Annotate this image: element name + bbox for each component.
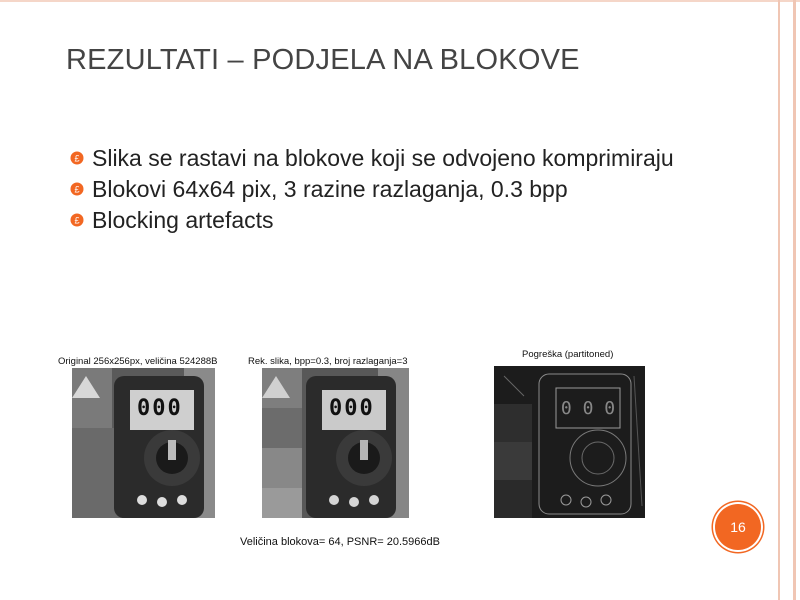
frame-right-line-inner bbox=[778, 0, 780, 600]
caption-error: Pogreška (partitoned) bbox=[522, 349, 614, 360]
figure-footer-caption: Veličina blokova= 64, PSNR= 20.5966dB bbox=[240, 536, 440, 548]
bullet-item bbox=[68, 174, 708, 205]
display-readout: 000 bbox=[137, 396, 183, 421]
error-edges-illustration bbox=[494, 366, 645, 518]
bullet-text: Blocking artefacts bbox=[92, 207, 274, 233]
svg-text:£: £ bbox=[74, 184, 80, 195]
frame-top-border bbox=[0, 0, 800, 2]
multimeter-illustration bbox=[72, 368, 215, 518]
page-number-badge: 16 bbox=[715, 504, 761, 550]
bullet-list bbox=[68, 143, 708, 236]
error-image bbox=[494, 366, 645, 518]
svg-text:0 0 0: 0 0 0 bbox=[560, 398, 616, 419]
svg-text:£: £ bbox=[74, 153, 80, 164]
bullet-item bbox=[68, 143, 708, 174]
bullet-icon bbox=[70, 182, 84, 196]
bullet-text: Blokovi 64x64 pix, 3 razine razlaganja, 0.3 bpp bbox=[92, 176, 568, 202]
bullet-icon bbox=[70, 151, 84, 165]
slide-title: REZULTATI – PODJELA NA BLOKOVE bbox=[66, 44, 580, 76]
bullet-item bbox=[68, 205, 708, 236]
bullet-text: Slika se rastavi na blokove koji se odvojeno komprimiraju bbox=[92, 145, 674, 171]
multimeter-illustration bbox=[262, 368, 409, 518]
caption-reconstructed: Rek. slika, bpp=0.3, broj razlaganja=3 bbox=[248, 356, 408, 367]
original-image bbox=[72, 368, 215, 518]
display-readout: 000 bbox=[329, 396, 375, 421]
frame-right-line-outer bbox=[793, 0, 796, 600]
reconstructed-image bbox=[262, 368, 409, 518]
bullet-icon bbox=[70, 213, 84, 227]
svg-text:£: £ bbox=[74, 215, 80, 226]
caption-original: Original 256x256px, veličina 524288B bbox=[58, 356, 218, 367]
